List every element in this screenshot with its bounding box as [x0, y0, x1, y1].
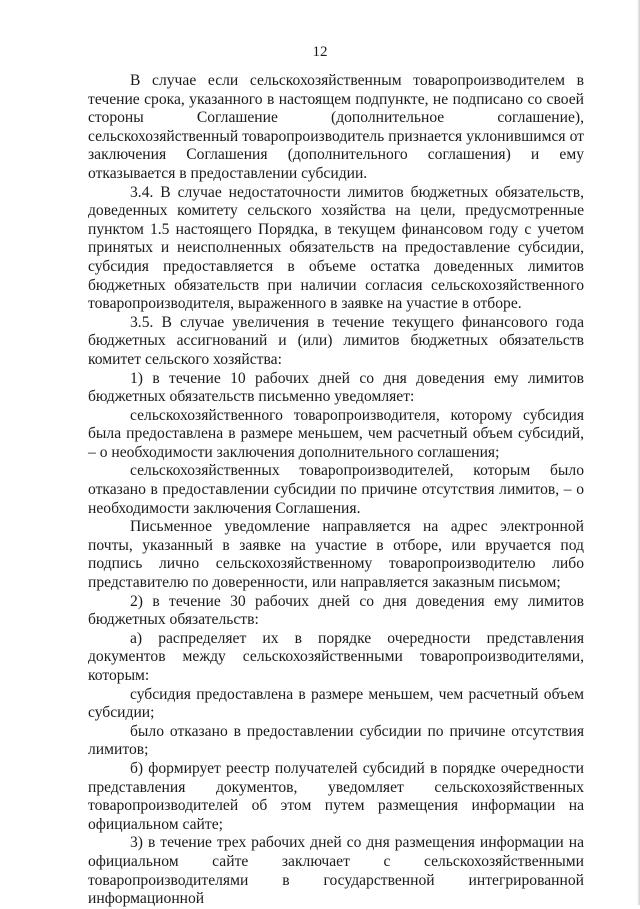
paragraph-item-1: 1) в течение 10 рабочих дней со дня доведения ему лимитов бюджетных обязательств письменно уведомляет:: [88, 369, 584, 406]
document-body: [88, 72, 584, 909]
paragraph-written-notice: Письменное уведомление направляется на адрес электронной почты, указанный в заявке на участие в отборе, или вручается под подпись лично сельскохозяйственному товаропроизводителю либо представителю по доверенности, или направляется заказным письмом;: [88, 518, 584, 592]
paragraph-3-5: 3.5. В случае увеличения в течение текущего финансового года бюджетных ассигнований и (или) лимитов бюджетных обязательств комитет сельского хозяйства:: [88, 313, 584, 368]
paragraph-item-3: 3) в течение трех рабочих дней со дня размещения информации на официальном сайте заключает с сельскохозяйственными товаропроизводителями в государственной интегрированной информационной: [88, 834, 584, 908]
paragraph-item-2a: а) распределяет их в порядке очередности представления документов между сельскохозяйственными товаропроизводителями, которым:: [88, 629, 584, 684]
paragraph-reduced-subsidy: субсидия предоставлена в размере меньшем, чем расчетный объем субсидии;: [88, 685, 584, 722]
paragraph-item-2: 2) в течение 30 рабочих дней со дня доведения ему лимитов бюджетных обязательств:: [88, 592, 584, 629]
paragraph-3-4: 3.4. В случае недостаточности лимитов бюджетных обязательств, доведенных комитету сельского хозяйства на цели, предусмотренные пунктом 1.5 настоящего Порядка, в текущем финансовом году с учетом принятых и неисполненных обязательств на предоставление субсидии, субсидия предоставляется в объеме остатка доведенных лимитов бюджетных обязательств при наличии согласия сельскохозяйственного товаропроизводителя, выраженного в заявке на участие в отборе.: [88, 183, 584, 313]
paragraph-notify-reduced: сельскохозяйственного товаропроизводителя, которому субсидия была предоставлена в размере меньшем, чем расчетный объем субсидий, – о необходимости заключения дополнительного соглашения;: [88, 406, 584, 461]
paragraph-refused-subsidy: было отказано в предоставлении субсидии по причине отсутствия лимитов;: [88, 722, 584, 759]
paragraph-evasion-clause: В случае если сельскохозяйственным товаропроизводителем в течение срока, указанного в настоящем подпункте, не подписано со своей стороны Соглашение (дополнительное соглашение), сельскохозяйственный товаропроизводитель признается уклонившимся от заключения Соглашения (дополнительного соглашения) и ему отказывается в предоставлении субсидии.: [88, 72, 584, 182]
paragraph-notify-refused: сельскохозяйственных товаропроизводителей, которым было отказано в предоставлении субсидии по причине отсутствия лимитов, – о необходимости заключения Соглашения.: [88, 462, 584, 517]
page-number: 12: [312, 44, 328, 60]
paragraph-item-2b: б) формирует реестр получателей субсидий в порядке очередности представления документов, уведомляет сельскохозяйственных товаропроизводителей об этом путем размещения информации на официальном сайте;: [88, 759, 584, 833]
